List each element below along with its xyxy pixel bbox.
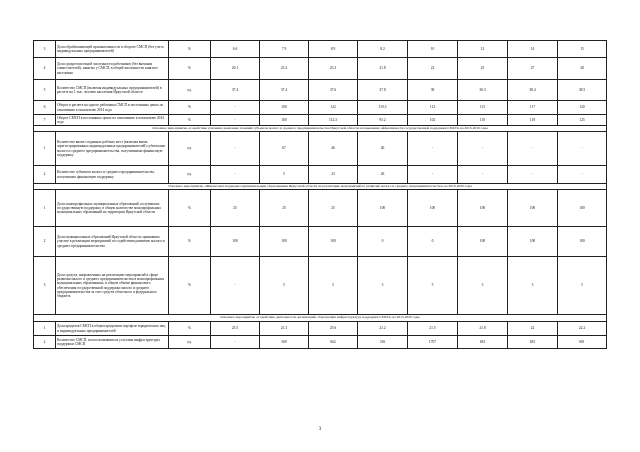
row-number-cell: 2 xyxy=(34,227,56,257)
value-cell: 100 xyxy=(458,227,508,257)
table-row xyxy=(34,101,607,115)
value-cell: 8.2 xyxy=(358,41,408,58)
indicators-table xyxy=(33,40,607,349)
section-title: Основное мероприятие «Содействие усилению рыночных позиций субъектов малого и среднего предпринимательства Иркутской области и повышение эффективности государственной поддержки СМСП» на 2015-2016 годы xyxy=(34,126,607,132)
value-cell: 681 xyxy=(458,336,508,349)
unit-cell: ед. xyxy=(169,336,211,349)
value-cell: 21.8 xyxy=(458,322,508,336)
indicator-name-cell: Доля муниципальных образований Иркутской области, принявших участие в реализации мероприятий по содействию развитию малого и среднего предпринимательства xyxy=(56,227,169,257)
value-cell: 23 xyxy=(408,58,458,80)
value-cell: 5 xyxy=(358,257,408,315)
value-cell: 14 xyxy=(508,41,558,58)
unit-cell: % xyxy=(169,115,211,126)
value-cell: - xyxy=(558,166,607,184)
value-cell: 26 xyxy=(358,166,408,184)
value-cell: 6.6 xyxy=(211,41,260,58)
value-cell: 100 xyxy=(558,227,607,257)
row-number-cell: 2 xyxy=(34,166,56,184)
value-cell: 37.8 xyxy=(358,80,408,101)
value-cell: 5 xyxy=(508,257,558,315)
value-cell: - xyxy=(211,336,260,349)
value-cell: 100 xyxy=(309,227,358,257)
table-row xyxy=(34,80,607,101)
section-header-row xyxy=(34,315,607,322)
table-row xyxy=(34,41,607,58)
row-number-cell: 1 xyxy=(34,190,56,227)
value-cell: 125 xyxy=(558,115,607,126)
value-cell: 25 xyxy=(458,58,508,80)
section-title: Основное мероприятие «Финансовая поддержка муниципальным образованиям Иркутской области на реализацию мероприятий по развитию малого и среднего предпринимательства» на 2016-2020 годы xyxy=(34,184,607,190)
value-cell: 25.6 xyxy=(309,322,358,336)
value-cell: 21.5 xyxy=(408,322,458,336)
value-cell: 20.1 xyxy=(211,58,260,80)
value-cell: 5 xyxy=(458,257,508,315)
value-cell: 118 xyxy=(508,115,558,126)
value-cell: 100 xyxy=(358,190,408,227)
page-number: 3 xyxy=(318,427,322,432)
value-cell: 100 xyxy=(260,101,309,115)
value-cell: 115 xyxy=(458,101,508,115)
indicator-name-cell: Доля среднесписочной численности работников (без внешних совместителей), занятых у СМСП, в общей численности занятого населения xyxy=(56,58,169,80)
value-cell: 369 xyxy=(260,336,309,349)
row-number-cell: 3 xyxy=(34,257,56,315)
value-cell: 38.3 xyxy=(458,80,508,101)
value-cell: 100 xyxy=(260,115,309,126)
row-number-cell: 1 xyxy=(34,322,56,336)
indicator-name-cell: Количество СМСП (включая индивидуальных предпринимателей) в расчете на 1 тыс. человек населения Иркутской области xyxy=(56,80,169,101)
unit-cell: % xyxy=(169,190,211,227)
unit-cell: % xyxy=(169,257,211,315)
row-number-cell: 6 xyxy=(34,101,56,115)
section-title: Основное мероприятие «Содействие деятельности организаций, образующих инфраструктуру поддержки СМСП» на 2015-2020 годы xyxy=(34,315,607,322)
value-cell: 5 xyxy=(558,257,607,315)
value-cell: 23.3 xyxy=(309,58,358,80)
value-cell: 40 xyxy=(358,132,408,166)
value-cell: 117 xyxy=(508,101,558,115)
value-cell: 21.2 xyxy=(358,322,408,336)
value-cell: - xyxy=(458,132,508,166)
value-cell: 110 xyxy=(458,115,508,126)
value-cell: 8.9 xyxy=(309,41,358,58)
value-cell: - xyxy=(508,132,558,166)
table-row xyxy=(34,190,607,227)
value-cell: 122 xyxy=(309,101,358,115)
unit-cell: % xyxy=(169,41,211,58)
table-row xyxy=(34,336,607,349)
row-number-cell: 1 xyxy=(34,132,56,166)
indicator-name-cell: Количество СМСП, воспользовавшихся услугами инфраструктуры поддержки СМСП xyxy=(56,336,169,349)
value-cell: 100 xyxy=(508,227,558,257)
value-cell: - xyxy=(558,132,607,166)
value-cell: - xyxy=(211,115,260,126)
value-cell: 12 xyxy=(458,41,508,58)
value-cell: 21.8 xyxy=(358,58,408,80)
value-cell: - xyxy=(458,166,508,184)
value-cell: 681 xyxy=(558,336,607,349)
table-row xyxy=(34,257,607,315)
value-cell: - xyxy=(211,257,260,315)
value-cell: 37.4 xyxy=(260,80,309,101)
value-cell: 25 xyxy=(211,190,260,227)
table-row xyxy=(34,166,607,184)
value-cell: 67 xyxy=(260,132,309,166)
unit-cell: ед. xyxy=(169,166,211,184)
indicator-name-cell: Доля обрабатывающей промышленности в обороте СМСП (без учета индивидуальных предпринимателей) xyxy=(56,41,169,58)
value-cell: 5 xyxy=(260,257,309,315)
value-cell: 100 xyxy=(260,227,309,257)
value-cell: 7.9 xyxy=(260,41,309,58)
indicator-name-cell: Доля монопрофильных муниципальных образований, получивших государственную поддержку, в общем количестве монопрофильных муниципальных образований на территории Иркутской области xyxy=(56,190,169,227)
unit-cell: % xyxy=(169,322,211,336)
value-cell: 0 xyxy=(358,227,408,257)
table-row xyxy=(34,227,607,257)
value-cell: 100 xyxy=(508,190,558,227)
value-cell: 23.3 xyxy=(260,58,309,80)
table-body xyxy=(34,41,607,349)
value-cell: 100 xyxy=(558,190,607,227)
table-row xyxy=(34,322,607,336)
value-cell: 316 xyxy=(358,336,408,349)
row-number-cell: 4 xyxy=(34,58,56,80)
value-cell: 25 xyxy=(309,190,358,227)
value-cell: 1707 xyxy=(408,336,458,349)
indicator-name-cell: Количество субъектов малого и среднего предпринимательства, получивших финансовую поддержку xyxy=(56,166,169,184)
row-number-cell: 3 xyxy=(34,41,56,58)
value-cell: 93.2 xyxy=(358,115,408,126)
table-row xyxy=(34,115,607,126)
row-number-cell: 5 xyxy=(34,80,56,101)
value-cell: - xyxy=(508,166,558,184)
value-cell: 102 xyxy=(408,115,458,126)
value-cell: 662 xyxy=(309,336,358,349)
value-cell: 112 xyxy=(408,101,458,115)
unit-cell: ед. xyxy=(169,80,211,101)
value-cell: 5 xyxy=(408,257,458,315)
table-row xyxy=(34,58,607,80)
value-cell: 112.3 xyxy=(309,115,358,126)
value-cell: 22.2 xyxy=(558,322,607,336)
value-cell: 23 xyxy=(309,166,358,184)
value-cell: - xyxy=(408,166,458,184)
value-cell: 120 xyxy=(558,101,607,115)
value-cell: 25 xyxy=(260,190,309,227)
value-cell: - xyxy=(211,132,260,166)
value-cell: 46 xyxy=(309,132,358,166)
value-cell: 38.5 xyxy=(558,80,607,101)
unit-cell: % xyxy=(169,101,211,115)
value-cell: 15 xyxy=(558,41,607,58)
value-cell: 37.6 xyxy=(309,80,358,101)
value-cell: 10 xyxy=(408,41,458,58)
value-cell: 28 xyxy=(558,58,607,80)
value-cell: 0 xyxy=(408,227,458,257)
value-cell: 100 xyxy=(408,190,458,227)
indicator-name-cell: Оборот СМСП в постоянных ценах по отношению к показателю 2014 года xyxy=(56,115,169,126)
value-cell: 5 xyxy=(309,257,358,315)
indicator-name-cell: Количество вновь созданных рабочих мест (включая вновь зарегистрированных индивидуальных предпринимателей) субъектами малого и среднего предпринимательства, получившими финансовую поддержку xyxy=(56,132,169,166)
indicator-name-cell: Оборот в расчете на одного работника СМСП в постоянных ценах по отношению к показателю 2014 года xyxy=(56,101,169,115)
value-cell: 25.5 xyxy=(211,322,260,336)
value-cell: 100 xyxy=(458,190,508,227)
row-number-cell: 7 xyxy=(34,115,56,126)
unit-cell: % xyxy=(169,58,211,80)
value-cell: 110.3 xyxy=(358,101,408,115)
table-row xyxy=(34,132,607,166)
value-cell: 27 xyxy=(508,58,558,80)
value-cell: 21.3 xyxy=(260,322,309,336)
value-cell: 37.4 xyxy=(211,80,260,101)
value-cell: 5 xyxy=(260,166,309,184)
indicator-name-cell: Доля кредитов СМСП в общем кредитном портфеле юридических лиц и индивидуальных предпринимателей xyxy=(56,322,169,336)
row-number-cell: 2 xyxy=(34,336,56,349)
value-cell: 38.4 xyxy=(508,80,558,101)
indicator-name-cell: Доля средств, направленных на реализацию мероприятий в сфере развития малого и среднего предпринимательства в монопрофильных муниципальных образованиях, в общем объеме финансового обеспечения государственной поддержки малого и среднего предпринимательства за счет средств областного и федерального бюджета xyxy=(56,257,169,315)
unit-cell: % xyxy=(169,227,211,257)
unit-cell: ед. xyxy=(169,132,211,166)
value-cell: 100 xyxy=(211,227,260,257)
value-cell: 22 xyxy=(508,322,558,336)
value-cell: - xyxy=(211,101,260,115)
value-cell: 38 xyxy=(408,80,458,101)
value-cell: 681 xyxy=(508,336,558,349)
value-cell: - xyxy=(211,166,260,184)
value-cell: - xyxy=(408,132,458,166)
